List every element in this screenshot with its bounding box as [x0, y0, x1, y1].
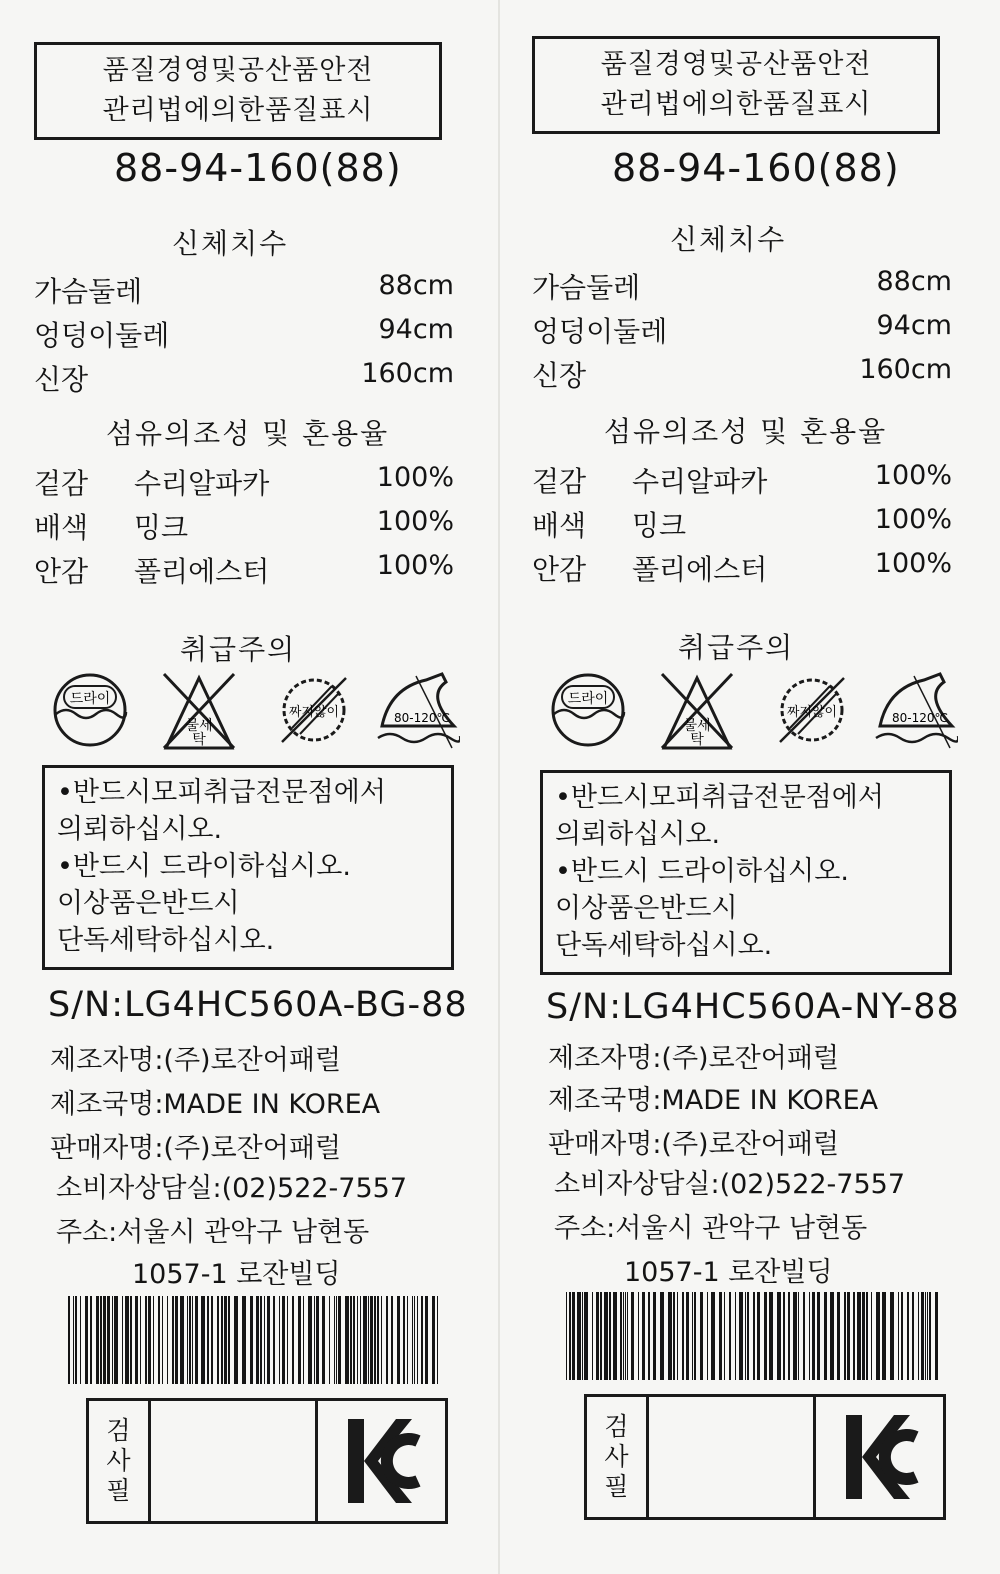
body-row-value: 88cm — [378, 270, 454, 301]
quality-header-box — [34, 42, 442, 140]
care-label-left — [10, 0, 490, 1574]
barcode-bar — [882, 1292, 886, 1380]
barcode-bar — [314, 1296, 315, 1384]
fiber-material: 수리알파카 — [134, 467, 270, 500]
fiber-material: 수리알파카 — [632, 465, 768, 498]
care-title: 취급주의 — [678, 631, 795, 664]
barcode-bar — [417, 1296, 418, 1384]
barcode-bars — [566, 1292, 938, 1380]
body-row — [34, 314, 454, 354]
barcode-bar — [437, 1296, 438, 1384]
fiber-part: 겉감 — [34, 467, 89, 500]
barcode-bar — [668, 1292, 672, 1380]
barcode-bar — [566, 1292, 567, 1380]
barcode-bar — [201, 1296, 205, 1384]
barcode-bar — [569, 1292, 571, 1380]
barcode-bar — [890, 1292, 894, 1380]
notice-line: 단독세탁하십시오. — [57, 925, 275, 956]
barcode-bar — [103, 1296, 106, 1384]
barcode-bar — [625, 1292, 626, 1380]
water-wash-text-1: 물세 — [683, 718, 711, 734]
water-wash-text-1: 물세 — [185, 718, 213, 734]
body-row — [532, 310, 952, 350]
barcode-bar — [287, 1296, 288, 1384]
iron-temperature-icon — [874, 668, 958, 752]
barcode-bar — [707, 1292, 708, 1380]
barcode-bar — [96, 1296, 99, 1384]
barcode-bar — [783, 1292, 785, 1380]
barcode-bar — [925, 1292, 926, 1380]
body-row-value: 94cm — [378, 314, 454, 345]
barcode-bar — [830, 1292, 834, 1380]
barcode-bar — [817, 1292, 820, 1380]
barcode-bar — [135, 1296, 138, 1384]
barcode-bar — [180, 1296, 184, 1384]
inspection-label — [587, 1397, 649, 1517]
barcode-bar — [403, 1296, 405, 1384]
notice-line: 의뢰하십시오. — [57, 814, 223, 845]
inspection-char: 필 — [604, 1472, 629, 1501]
barcode-bar — [747, 1292, 749, 1380]
barcode-bar — [130, 1296, 132, 1384]
body-row-name: 신장 — [34, 363, 89, 396]
barcode-bar — [195, 1296, 198, 1384]
barcode-bar — [75, 1296, 77, 1384]
do-not-wring-icon — [272, 668, 356, 752]
dry-clean-icon — [548, 668, 628, 752]
barcode-bar — [613, 1292, 617, 1380]
fiber-percent: 100% — [376, 506, 454, 537]
fiber-percent: 100% — [376, 550, 454, 581]
quality-header-box — [532, 36, 940, 134]
notice-line: •반드시 드라이하십시오. — [57, 851, 351, 882]
inspection-char: 검 — [106, 1416, 131, 1445]
barcode-bar — [292, 1296, 294, 1384]
notice-line: 이상품은반드시 — [555, 893, 738, 924]
body-row — [34, 270, 454, 310]
barcode-bar — [745, 1292, 746, 1380]
barcode-bar — [577, 1292, 581, 1380]
barcode-bar — [798, 1292, 799, 1380]
barcode-bar — [148, 1296, 151, 1384]
barcode-bar — [918, 1292, 919, 1380]
body-row — [532, 354, 952, 394]
fiber-title: 섬유의조성 및 혼용율 — [106, 417, 390, 450]
kc-mark — [315, 1401, 445, 1521]
fiber-row — [34, 506, 454, 546]
header-line-2: 관리법에의한품질표시 — [600, 89, 872, 120]
barcode-bar — [660, 1292, 664, 1380]
barcode — [566, 1292, 940, 1380]
barcode-bar — [140, 1296, 141, 1384]
barcode-bar — [187, 1296, 188, 1384]
barcode-bar — [642, 1292, 645, 1380]
dry-clean-text: 드라이 — [567, 691, 609, 707]
inspection-stamp-box — [86, 1398, 448, 1524]
address-line-2: 1057-1 로잔빌딩 — [132, 1259, 341, 1290]
serial-number: S/N:LG4HC560A-NY-88 — [546, 987, 960, 1027]
body-row-name: 가슴둘레 — [532, 271, 641, 304]
notice-line: 이상품은반드시 — [57, 888, 240, 919]
barcode-bar — [700, 1292, 703, 1380]
barcode-bar — [769, 1292, 773, 1380]
barcode-bar — [777, 1292, 781, 1380]
barcode-bar — [724, 1292, 725, 1380]
address-line-2: 1057-1 로잔빌딩 — [624, 1257, 833, 1288]
barcode-bar — [609, 1292, 611, 1380]
barcode-bar — [912, 1292, 914, 1380]
fiber-part: 겉감 — [532, 465, 587, 498]
barcode-bar — [80, 1296, 81, 1384]
fiber-percent: 100% — [376, 462, 454, 493]
barcode-bar — [857, 1292, 861, 1380]
barcode-bar — [279, 1296, 280, 1384]
address-line-1: 주소:서울시 관악구 남현동 — [554, 1213, 868, 1244]
barcode-bar — [407, 1296, 408, 1384]
care-notice-box — [540, 770, 952, 975]
notice-line: 의뢰하십시오. — [555, 819, 721, 850]
barcode-bar — [112, 1296, 113, 1384]
barcode-bar — [221, 1296, 223, 1384]
barcode-bar — [907, 1292, 909, 1380]
fiber-title: 섬유의조성 및 혼용율 — [604, 415, 888, 448]
barcode-bar — [68, 1296, 70, 1384]
notice-line: 단독세탁하십시오. — [555, 930, 773, 961]
barcode-bar — [256, 1296, 259, 1384]
no-water-wash-icon — [656, 668, 738, 752]
iron-temp-text: 80-120℃ — [892, 711, 948, 725]
barcode-bar — [638, 1292, 639, 1380]
barcode-bar — [357, 1296, 358, 1384]
barcode-bar — [264, 1296, 265, 1384]
barcode-bar — [853, 1292, 855, 1380]
barcode-bar — [338, 1296, 341, 1384]
barcode-bar — [600, 1292, 602, 1380]
barcode-bar — [604, 1292, 608, 1380]
inspection-label — [89, 1401, 151, 1521]
barcode-bar — [929, 1292, 931, 1380]
barcode-bar — [582, 1292, 583, 1380]
barcode-bar — [844, 1292, 846, 1380]
water-wash-text-2: 탁 — [690, 732, 704, 748]
barcode-bar — [673, 1292, 675, 1380]
barcode-bar — [345, 1296, 349, 1384]
barcode-bar — [694, 1292, 696, 1380]
barcode-bar — [397, 1296, 400, 1384]
barcode-bar — [224, 1296, 227, 1384]
barcode-bar — [764, 1292, 767, 1380]
barcode-bar — [901, 1292, 903, 1380]
barcode-bar — [114, 1296, 118, 1384]
fiber-percent: 100% — [874, 548, 952, 579]
barcode-bar — [391, 1296, 393, 1384]
size-code: 88-94-160(88) — [612, 146, 900, 190]
country-of-origin: 제조국명:MADE IN KOREA — [548, 1085, 879, 1116]
care-title: 취급주의 — [180, 633, 297, 666]
barcode-bar — [862, 1292, 865, 1380]
barcode-bar — [350, 1296, 352, 1384]
barcode-bar — [414, 1296, 415, 1384]
barcode-bar — [100, 1296, 102, 1384]
inspection-char: 사 — [604, 1442, 629, 1471]
barcode-bar — [260, 1296, 262, 1384]
barcode-bars — [68, 1296, 438, 1384]
fiber-material: 폴리에스터 — [134, 555, 270, 588]
barcode-bar — [677, 1292, 678, 1380]
barcode-bar — [620, 1292, 622, 1380]
barcode-bar — [308, 1296, 312, 1384]
barcode-bar — [711, 1292, 715, 1380]
notice-line: •반드시 드라이하십시오. — [555, 856, 849, 887]
barcode-bar — [192, 1296, 193, 1384]
barcode-bar — [303, 1296, 304, 1384]
barcode-bar — [432, 1296, 435, 1384]
barcode-bar — [866, 1292, 868, 1380]
barcode-bar — [753, 1292, 755, 1380]
barcode-bar — [421, 1296, 423, 1384]
body-row-name: 엉덩이둘레 — [532, 315, 668, 348]
fiber-row — [34, 550, 454, 590]
barcode-bar — [273, 1296, 275, 1384]
barcode-bar — [267, 1296, 270, 1384]
barcode-bar — [757, 1292, 760, 1380]
header-line-2: 관리법에의한품질표시 — [102, 95, 374, 126]
barcode-bar — [172, 1296, 174, 1384]
dry-clean-icon — [50, 668, 130, 752]
barcode-bar — [374, 1296, 376, 1384]
barcode-bar — [803, 1292, 805, 1380]
body-row — [34, 358, 454, 398]
barcode-bar — [898, 1292, 899, 1380]
wring-text: 짜지않이 — [786, 705, 838, 720]
barcode-bar — [631, 1292, 634, 1380]
fiber-row — [532, 460, 952, 500]
barcode-bar — [73, 1296, 74, 1384]
wring-text: 짜지않이 — [288, 705, 340, 720]
barcode-bar — [729, 1292, 731, 1380]
fiber-percent: 100% — [874, 504, 952, 535]
barcode-bar — [360, 1296, 361, 1384]
care-icons — [548, 668, 948, 758]
barcode-bar — [592, 1292, 593, 1380]
barcode-bar — [282, 1296, 285, 1384]
barcode-bar — [158, 1296, 160, 1384]
barcode-bar — [228, 1296, 230, 1384]
care-label-right — [508, 0, 988, 1574]
barcode-bar — [336, 1296, 337, 1384]
fiber-part: 안감 — [532, 553, 587, 586]
no-water-wash-icon — [158, 668, 240, 752]
barcode-bar — [809, 1292, 810, 1380]
consumer-phone: 소비자상담실:(02)522-7557 — [554, 1169, 906, 1200]
barcode-bar — [167, 1296, 168, 1384]
fiber-row — [532, 504, 952, 544]
serial-number: S/N:LG4HC560A-BG-88 — [48, 985, 468, 1025]
fiber-part: 안감 — [34, 555, 89, 588]
barcode-bar — [368, 1296, 369, 1384]
fiber-percent: 100% — [874, 460, 952, 491]
water-wash-text-2: 탁 — [192, 732, 206, 748]
fiber-material: 밍크 — [134, 511, 189, 544]
barcode-bar — [298, 1296, 301, 1384]
barcode-bar — [189, 1296, 191, 1384]
barcode — [68, 1296, 442, 1384]
barcode-bar — [211, 1296, 213, 1384]
barcode-bar — [596, 1292, 599, 1380]
inspection-stamp-box — [584, 1394, 946, 1520]
body-measure-title: 신체치수 — [172, 227, 289, 260]
barcode-bar — [682, 1292, 684, 1380]
barcode-bar — [935, 1292, 938, 1380]
consumer-phone: 소비자상담실:(02)522-7557 — [56, 1173, 408, 1204]
barcode-bar — [871, 1292, 872, 1380]
body-row-name: 엉덩이둘레 — [34, 319, 170, 352]
care-notice-box — [42, 765, 454, 970]
do-not-wring-icon — [770, 668, 854, 752]
body-row-name: 가슴둘레 — [34, 275, 143, 308]
barcode-bar — [234, 1296, 238, 1384]
barcode-bar — [623, 1292, 624, 1380]
seller: 판매자명:(주)로잔어패럴 — [548, 1129, 839, 1160]
barcode-bar — [322, 1296, 325, 1384]
kc-certification-icon — [342, 1413, 422, 1509]
inspection-char: 필 — [106, 1476, 131, 1505]
notice-line: •반드시모피취급전문점에서 — [555, 782, 884, 813]
fiber-row — [532, 548, 952, 588]
barcode-bar — [353, 1296, 355, 1384]
barcode-bar — [425, 1296, 428, 1384]
barcode-bar — [122, 1296, 123, 1384]
barcode-bar — [242, 1296, 246, 1384]
barcode-bar — [627, 1292, 628, 1380]
address-line-1: 주소:서울시 관악구 남현동 — [56, 1217, 370, 1248]
barcode-bar — [719, 1292, 722, 1380]
iron-temperature-icon — [376, 668, 460, 752]
barcode-bar — [653, 1292, 656, 1380]
inspection-char: 검 — [604, 1412, 629, 1441]
inspection-char: 사 — [106, 1446, 131, 1475]
barcode-bar — [363, 1296, 367, 1384]
body-row — [532, 266, 952, 306]
iron-temp-text: 80-120℃ — [394, 711, 450, 725]
care-icons — [50, 668, 450, 758]
barcode-bar — [837, 1292, 840, 1380]
body-row-value: 160cm — [859, 354, 952, 385]
barcode-bar — [175, 1296, 178, 1384]
fiber-material: 밍크 — [632, 509, 687, 542]
notice-line: •반드시모피취급전문점에서 — [57, 777, 386, 808]
fiber-part: 배색 — [34, 511, 89, 544]
barcode-bar — [412, 1296, 413, 1384]
barcode-bar — [153, 1296, 154, 1384]
body-row-name: 신장 — [532, 359, 587, 392]
seller: 판매자명:(주)로잔어패럴 — [50, 1133, 341, 1164]
barcode-bar — [107, 1296, 110, 1384]
barcode-bar — [162, 1296, 163, 1384]
barcode-bar — [377, 1296, 379, 1384]
barcode-bar — [648, 1292, 650, 1380]
barcode-bar — [927, 1292, 928, 1380]
barcode-bar — [145, 1296, 147, 1384]
barcode-bar — [250, 1296, 253, 1384]
barcode-bar — [334, 1296, 335, 1384]
barcode-bar — [921, 1292, 924, 1380]
barcode-bar — [381, 1296, 382, 1384]
barcode-bar — [85, 1296, 88, 1384]
label-separator — [498, 0, 500, 1574]
dry-clean-text: 드라이 — [69, 691, 111, 707]
barcode-bar — [329, 1296, 330, 1384]
body-row-value: 160cm — [361, 358, 454, 389]
barcode-bar — [370, 1296, 373, 1384]
fiber-material: 폴리에스터 — [632, 553, 768, 586]
header-line-1: 품질경영및공산품안전 — [600, 49, 872, 80]
barcode-bar — [217, 1296, 219, 1384]
barcode-bar — [125, 1296, 129, 1384]
body-row-value: 88cm — [876, 266, 952, 297]
barcode-bar — [386, 1296, 388, 1384]
barcode-bar — [876, 1292, 880, 1380]
header-line-1: 품질경영및공산품안전 — [102, 55, 374, 86]
barcode-bar — [572, 1292, 575, 1380]
size-code: 88-94-160(88) — [114, 146, 402, 190]
barcode-bar — [584, 1292, 588, 1380]
barcode-bar — [692, 1292, 693, 1380]
kc-certification-icon — [840, 1409, 920, 1505]
fiber-part: 배색 — [532, 509, 587, 542]
barcode-bar — [788, 1292, 790, 1380]
barcode-bar — [686, 1292, 689, 1380]
manufacturer: 제조자명:(주)로잔어패럴 — [50, 1045, 341, 1076]
barcode-bar — [735, 1292, 736, 1380]
barcode-bar — [90, 1296, 92, 1384]
barcode-bar — [812, 1292, 815, 1380]
barcode-bar — [793, 1292, 797, 1380]
country-of-origin: 제조국명:MADE IN KOREA — [50, 1089, 381, 1120]
body-measure-title: 신체치수 — [670, 223, 787, 256]
manufacturer: 제조자명:(주)로잔어패럴 — [548, 1043, 839, 1074]
barcode-bar — [316, 1296, 319, 1384]
body-row-value: 94cm — [876, 310, 952, 341]
barcode-bar — [739, 1292, 743, 1380]
fiber-row — [34, 462, 454, 502]
barcode-bar — [207, 1296, 209, 1384]
kc-mark — [813, 1397, 943, 1517]
barcode-bar — [847, 1292, 850, 1380]
barcode-bar — [824, 1292, 827, 1380]
